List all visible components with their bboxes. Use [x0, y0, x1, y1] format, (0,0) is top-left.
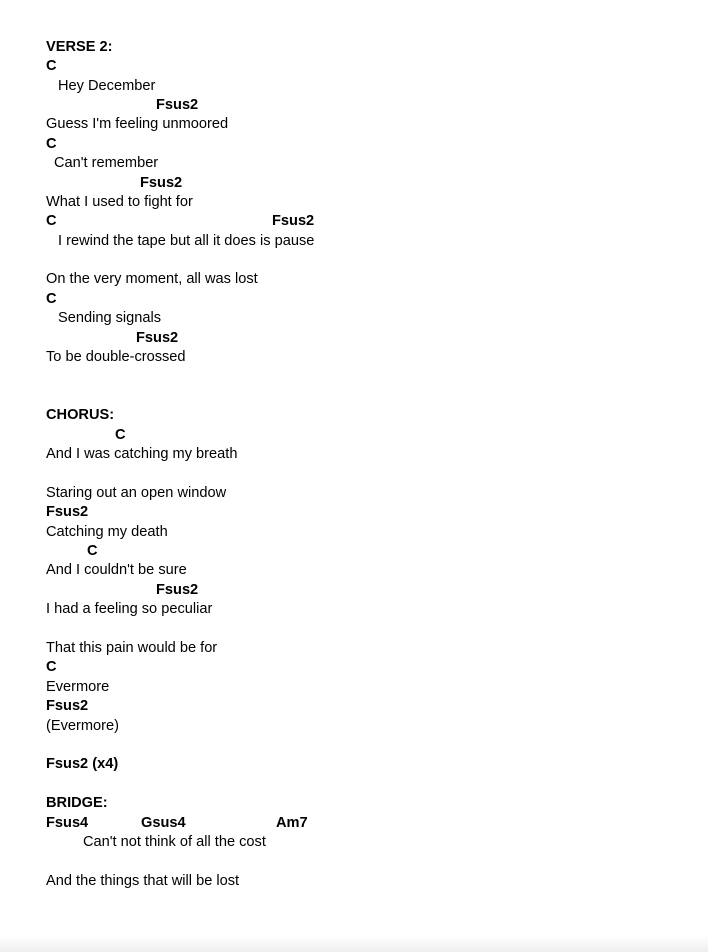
chord: Fsus4	[46, 815, 89, 831]
lyric-line: I rewind the tape but all it does is pause	[58, 233, 315, 249]
lyric-line: Can't not think of all the cost	[83, 834, 266, 850]
chord: C	[46, 58, 57, 74]
chord: Am7	[276, 815, 308, 831]
lyric-line: Staring out an open window	[46, 485, 227, 501]
lyric-line: Guess I'm feeling unmoored	[46, 116, 229, 132]
chord-line-interlude: Fsus2 (x4)	[46, 756, 119, 772]
chord: Fsus2	[136, 330, 179, 346]
chord: Gsus4	[141, 815, 186, 831]
lyric-line: Evermore	[46, 679, 110, 695]
chord: C	[46, 659, 57, 675]
chord: Fsus2	[46, 698, 89, 714]
lyric-line: That this pain would be for	[46, 640, 218, 656]
chord: C	[46, 213, 57, 229]
chord: C	[87, 543, 98, 559]
chord: Fsus2	[46, 504, 89, 520]
lyric-line: Sending signals	[58, 310, 162, 326]
lyric-line: And I couldn't be sure	[46, 562, 187, 578]
lyric-line: Can't remember	[54, 155, 159, 171]
lyric-line: To be double-crossed	[46, 349, 186, 365]
section-heading-verse-2: VERSE 2:	[46, 39, 113, 55]
section-heading-chorus: CHORUS:	[46, 407, 115, 423]
chord: Fsus2	[272, 213, 315, 229]
lyric-line: What I used to fight for	[46, 194, 193, 210]
lyric-line: Hey December	[58, 78, 156, 94]
lyric-line: And I was catching my breath	[46, 446, 238, 462]
lyric-line: And the things that will be lost	[46, 873, 240, 889]
chord: C	[46, 136, 57, 152]
chord: Fsus2	[156, 582, 199, 598]
page-bottom-shadow	[0, 936, 708, 952]
lyric-line: Catching my death	[46, 524, 168, 540]
chord: C	[46, 291, 57, 307]
chord: Fsus2	[140, 175, 183, 191]
chord: Fsus2	[156, 97, 199, 113]
lyric-line: I had a feeling so peculiar	[46, 601, 213, 617]
lyric-line: (Evermore)	[46, 718, 119, 734]
chord: C	[115, 427, 126, 443]
lyric-line: On the very moment, all was lost	[46, 271, 258, 287]
section-heading-bridge: BRIDGE:	[46, 795, 108, 811]
